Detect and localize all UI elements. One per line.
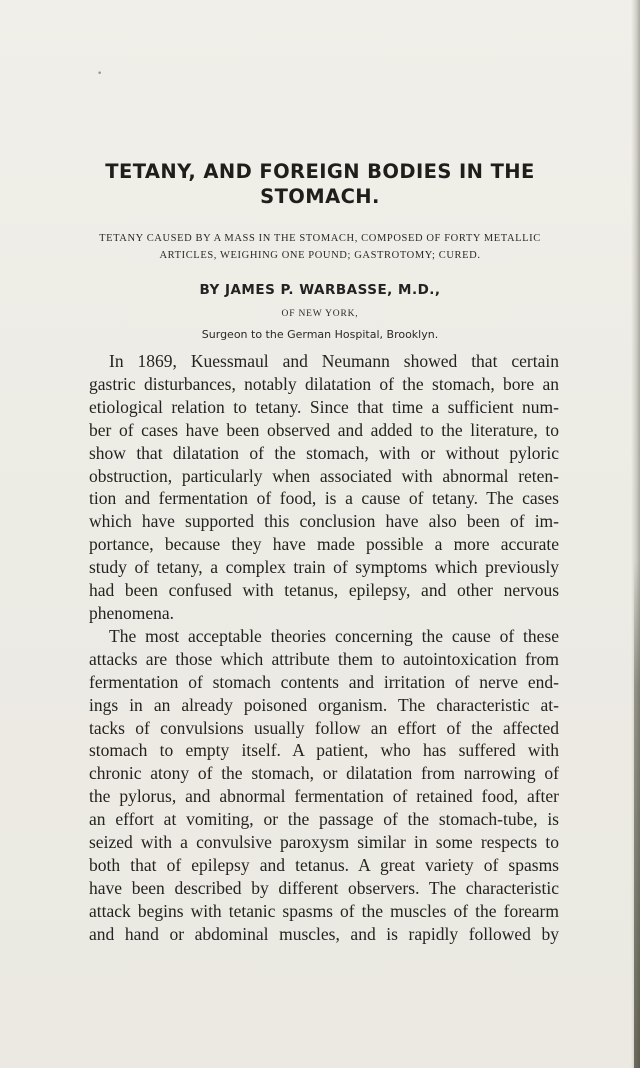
body-line: an effort at vomiting, or the passage of the stomach-tube, is — [89, 809, 559, 830]
article-title — [40, 159, 600, 209]
body-text — [89, 350, 559, 946]
body-line: tion and fermentation of food, is a cause of tetany. The cases — [89, 488, 559, 509]
body-line: ber of cases have been observed and added to the literature, to — [89, 419, 559, 440]
body-line: show that dilatation of the stomach, with or without pyloric — [89, 442, 559, 463]
body-line: chronic atony of the stomach, or dilatation from narrowing of — [89, 763, 559, 784]
body-line: seized with a convulsive paroxysm similar in some respects to — [89, 832, 559, 853]
body-line: phenomena. — [89, 602, 175, 623]
body-line: obstruction, particularly when associated with abnormal reten- — [89, 465, 559, 486]
title-line: STOMACH. — [260, 185, 380, 208]
body-line: fermentation of stomach contents and irritation of nerve end- — [89, 671, 559, 692]
body-line: the pylorus, and abnormal fermentation of retained food, after — [89, 786, 559, 807]
body-line: attack begins with tetanic spasms of the muscles of the forearm — [89, 900, 559, 921]
body-line: ings in an already poisoned organism. The characteristic at- — [89, 694, 559, 715]
body-line: both that of epilepsy and tetanus. A great variety of spasms — [89, 854, 559, 875]
author-location: OF NEW YORK, — [281, 309, 359, 319]
body-line: which have supported this conclusion have also been of im- — [89, 511, 559, 532]
body-line: The most acceptable theories concerning the cause of these — [109, 625, 559, 646]
article-subtitle — [60, 230, 580, 264]
author-role: Surgeon to the German Hospital, Brooklyn. — [201, 328, 439, 341]
body-line: gastric disturbances, notably dilatation of the stomach, bore an — [89, 373, 559, 394]
body-line: etiological relation to tetany. Since that time a sufficient num- — [89, 396, 559, 417]
body-line: study of tetany, a complex train of symptoms which previously — [89, 557, 559, 578]
subtitle-line: ARTICLES, WEIGHING ONE POUND; GASTROTOMY; CURED. — [159, 250, 481, 261]
body-line: have been described by different observers. The characteristic — [89, 877, 559, 898]
author-name: BY JAMES P. WARBASSE, M.D., — [199, 282, 441, 298]
body-line: and hand or abdominal muscles, and is rapidly followed by — [89, 923, 559, 944]
body-line: had been confused with tetanus, epilepsy, and other nervous — [89, 580, 559, 601]
body-line: tacks of convulsions usually follow an effort of the affected — [89, 717, 559, 738]
body-line: In 1869, Kuessmaul and Neumann showed that certain — [109, 351, 559, 371]
title-line: TETANY, AND FOREIGN BODIES IN THE — [105, 160, 535, 183]
body-line: attacks are those which attribute them to autointoxication from — [89, 648, 559, 669]
body-line: stomach to empty itself. A patient, who has suffered with — [89, 740, 559, 761]
page-edge-binding — [634, 560, 640, 1068]
subtitle-line: TETANY CAUSED BY A MASS IN THE STOMACH, COMPOSED OF FORTY METALLIC — [99, 233, 541, 244]
corner-mark: • — [97, 69, 103, 79]
body-line: portance, because they have made possible a more accurate — [89, 534, 559, 555]
